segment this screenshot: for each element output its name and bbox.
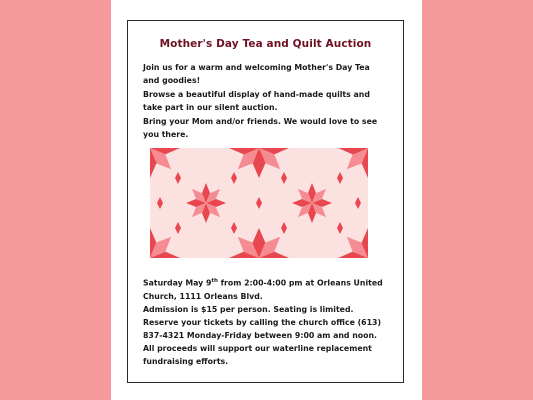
flyer-title: Mother's Day Tea and Quilt Auction <box>159 38 372 50</box>
intro-paragraph-2: Browse a beautiful display of hand-made quilts and take part in our silent auction. <box>143 90 370 112</box>
intro-paragraph-1: Join us for a warm and welcoming Mother's Day Tea and goodies! <box>143 63 370 85</box>
event-date-paragraph: Saturday May 9th from 2:00-4:00 pm at Orleans United Church, 1111 Orleans Blvd. <box>143 278 383 301</box>
intro-paragraph-3: Bring your Mom and/or friends. We would love to see you there. <box>143 117 378 139</box>
quilt-pattern-image <box>150 148 368 258</box>
admission-paragraph: Admission is $15 per person. Seating is limited. Reserve your tickets by calling the church office (613) 837-4321 Monday-Friday between 9:00 am and noon. All proceeds will support our waterline replacement fundraising efforts. <box>143 305 382 366</box>
